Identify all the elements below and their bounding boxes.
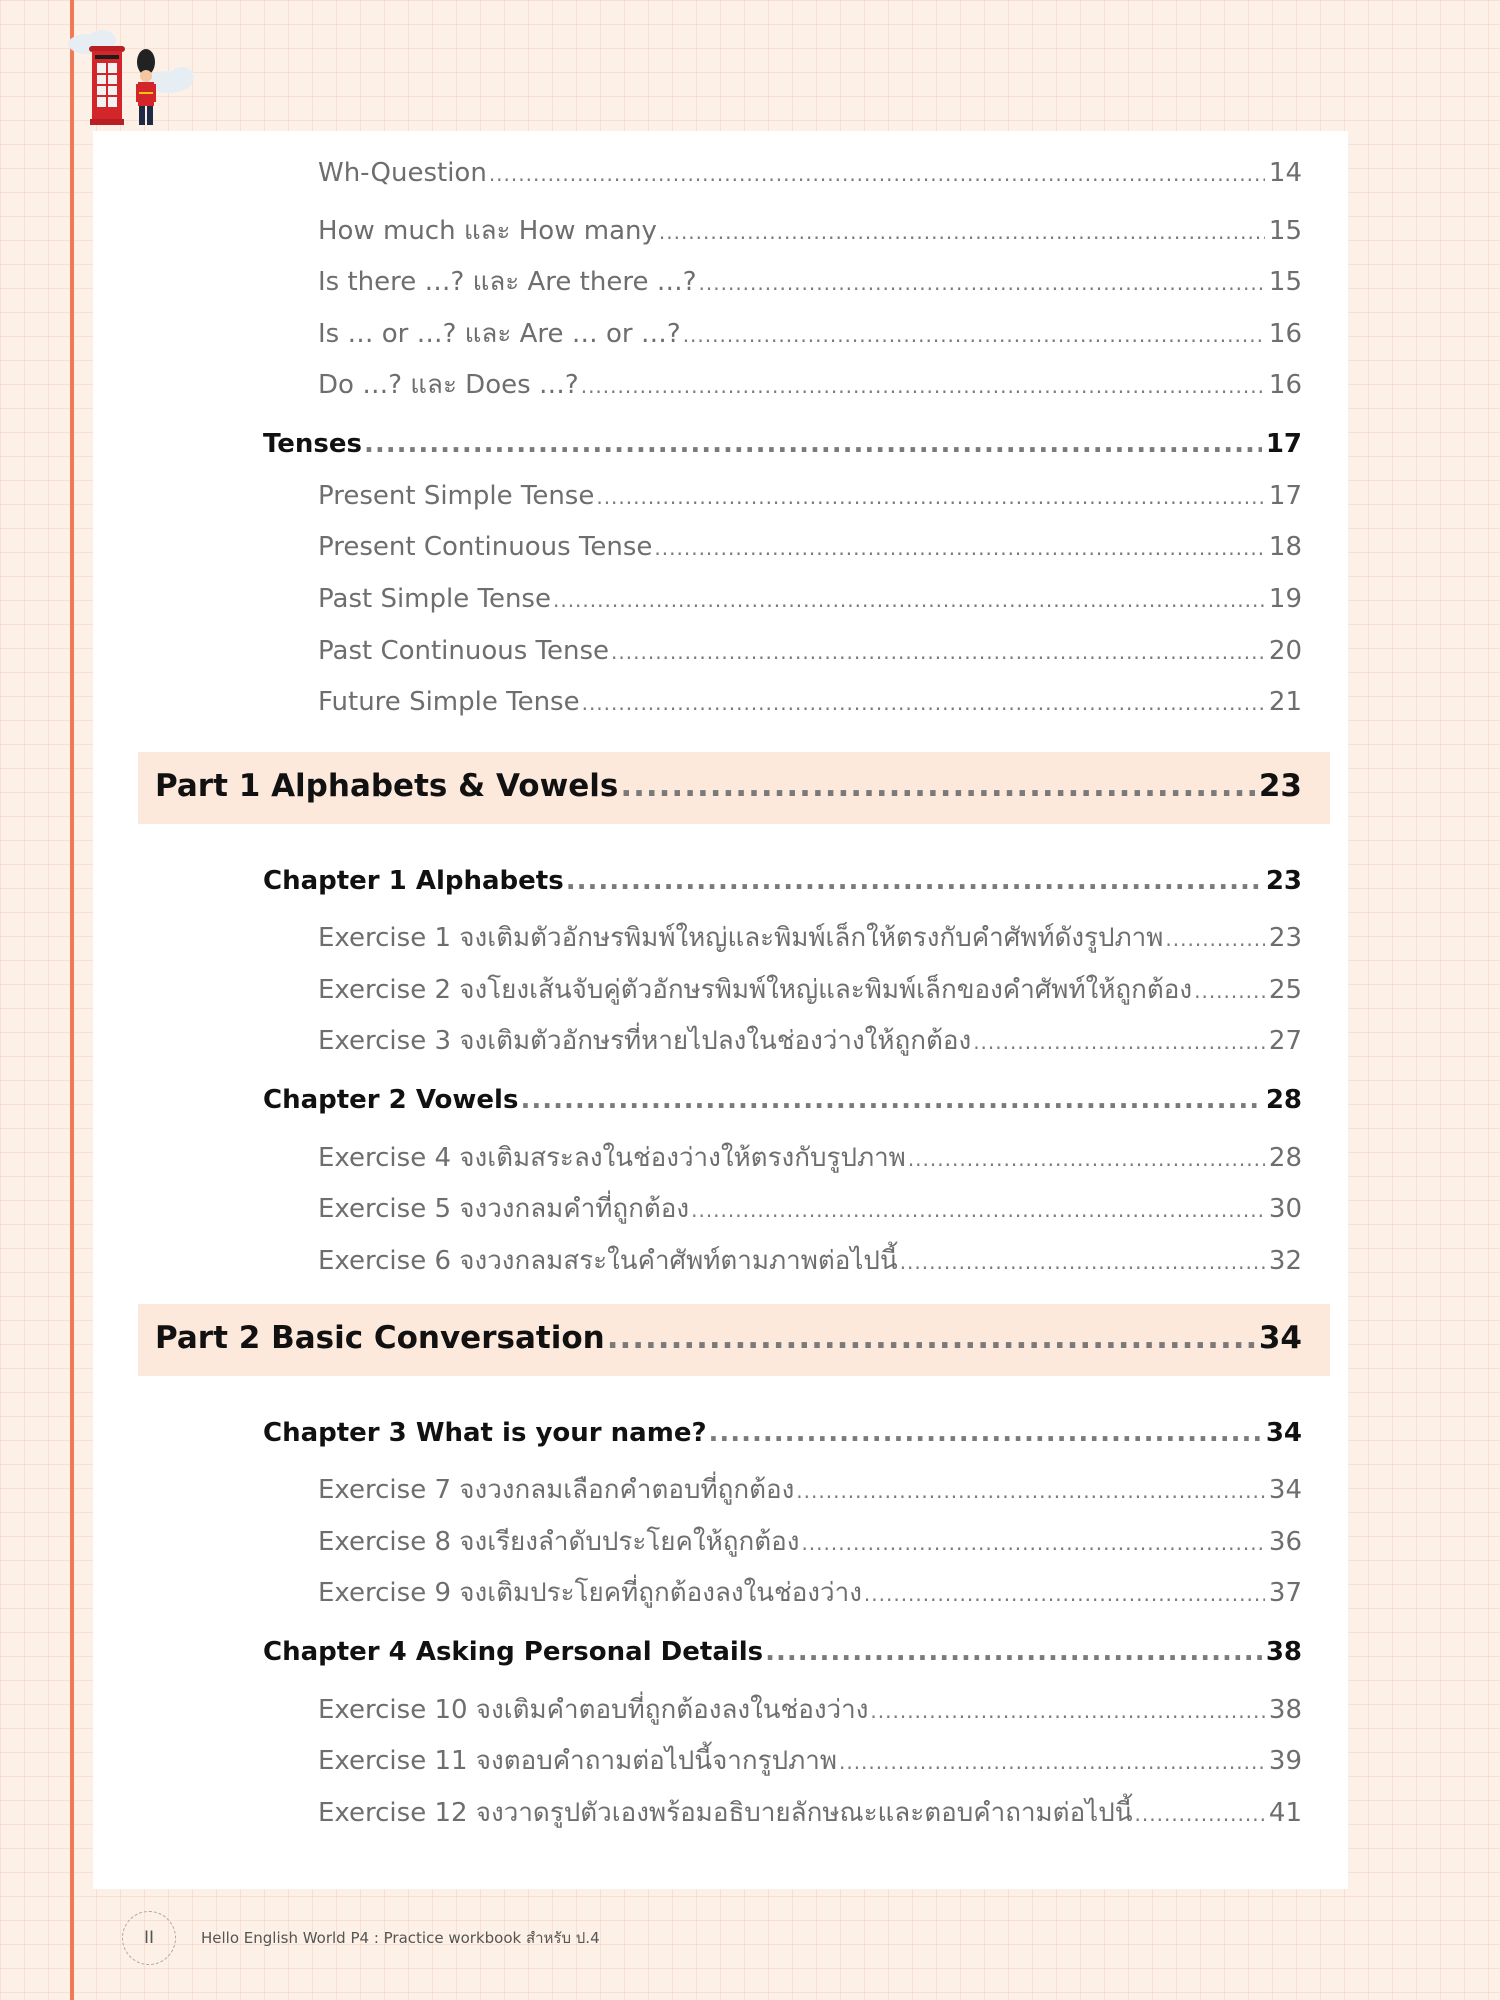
leader-dots [489, 162, 1265, 186]
leader-dots [566, 866, 1262, 896]
toc-section-label: Tenses [263, 429, 363, 459]
toc-entry[interactable] [318, 210, 1302, 251]
toc-entry-label: Past Simple Tense [318, 584, 551, 614]
toc-entry-page: 38 [1268, 1695, 1302, 1725]
toc-entry-label: Exercise 8 จงเรียงลำดับประโยคให้ถูกต้อง [318, 1527, 800, 1557]
leader-dots [796, 1479, 1265, 1503]
toc-entry[interactable] [318, 917, 1302, 958]
leader-dots [699, 271, 1265, 295]
toc-part-label: Part 1 Alphabets & Vowels [155, 768, 619, 804]
toc-part-1[interactable] [155, 768, 1302, 804]
toc-entry-label: Exercise 10 จงเติมคำตอบที่ถูกต้องลงในช่องว่าง [318, 1695, 869, 1725]
toc-entry[interactable] [318, 313, 1302, 354]
toc-entry-page: 21 [1268, 687, 1302, 717]
leader-dots [582, 691, 1265, 715]
toc-entry[interactable] [318, 1689, 1302, 1730]
toc-chapter-2[interactable] [263, 1085, 1302, 1115]
toc-entry-page: 28 [1268, 1143, 1302, 1173]
toc-entry-page: 17 [1268, 481, 1302, 511]
leader-dots [1165, 927, 1265, 951]
leader-dots [801, 1531, 1264, 1555]
toc-chapter-label: Chapter 3 What is your name? [263, 1418, 707, 1448]
toc-entry[interactable] [318, 1521, 1302, 1562]
toc-chapter-label: Chapter 2 Vowels [263, 1085, 519, 1115]
margin-line [70, 0, 74, 2000]
toc-entry[interactable] [318, 481, 1302, 511]
toc-chapter-label: Chapter 1 Alphabets [263, 866, 564, 896]
toc-entry-label: Exercise 7 จงวงกลมเลือกคำตอบที่ถูกต้อง [318, 1475, 795, 1505]
london-phone-booth-and-guard-icon [64, 26, 196, 132]
leader-dots [620, 768, 1255, 804]
leader-dots [611, 640, 1265, 664]
toc-entry-label: How much และ How many [318, 216, 657, 246]
toc-entry[interactable] [318, 1137, 1302, 1178]
toc-entry-label: Wh-Question [318, 158, 487, 188]
leader-dots [553, 588, 1265, 612]
toc-entry-page: 14 [1268, 158, 1302, 188]
toc-entry[interactable] [318, 687, 1302, 717]
toc-entry-label: Exercise 9 จงเติมประโยคที่ถูกต้องลงในช่องว่าง [318, 1578, 862, 1608]
leader-dots [1135, 1802, 1265, 1826]
leader-dots [581, 374, 1265, 398]
toc-section-page: 17 [1265, 429, 1302, 459]
toc-chapter-page: 28 [1265, 1085, 1302, 1115]
toc-entry-page: 18 [1268, 532, 1302, 562]
toc-entry-label: Present Continuous Tense [318, 532, 653, 562]
toc-entry-label: Exercise 4 จงเติมสระลงในช่องว่างให้ตรงกับรูปภาพ [318, 1143, 906, 1173]
leader-dots [900, 1250, 1265, 1274]
toc-part-page: 34 [1258, 1320, 1302, 1356]
toc-entry-page: 39 [1268, 1746, 1302, 1776]
toc-entry[interactable] [318, 532, 1302, 562]
toc-entry-page: 27 [1268, 1026, 1302, 1056]
page-number-badge [122, 1911, 176, 1965]
leader-dots [870, 1699, 1265, 1723]
toc-entry-page: 32 [1268, 1246, 1302, 1276]
page-number: II [143, 1928, 155, 1948]
leader-dots [1194, 979, 1265, 1003]
toc-entry-page: 19 [1268, 584, 1302, 614]
toc-entry-page: 37 [1268, 1578, 1302, 1608]
toc-entry-label: Exercise 5 จงวงกลมคำที่ถูกต้อง [318, 1194, 690, 1224]
leader-dots [654, 536, 1264, 560]
leader-dots [864, 1582, 1265, 1606]
toc-entry[interactable] [318, 1572, 1302, 1613]
toc-entry-label: Past Continuous Tense [318, 636, 610, 666]
toc-entry-label: Is … or …? และ Are … or …? [318, 319, 681, 349]
toc-entry[interactable] [318, 158, 1302, 188]
toc-entry-label: Exercise 11 จงตอบคำถามต่อไปนี้จากรูปภาพ [318, 1746, 837, 1776]
toc-part-page: 23 [1258, 768, 1302, 804]
toc-entry-page: 23 [1268, 923, 1302, 953]
toc-entry[interactable] [318, 364, 1302, 405]
toc-part-label: Part 2 Basic Conversation [155, 1320, 605, 1356]
toc-chapter-label: Chapter 4 Asking Personal Details [263, 1637, 764, 1667]
leader-dots [364, 429, 1262, 459]
leader-dots [596, 485, 1265, 509]
toc-entry[interactable] [318, 1792, 1302, 1833]
toc-entry[interactable] [318, 636, 1302, 666]
toc-entry-page: 34 [1268, 1475, 1302, 1505]
toc-chapter-page: 38 [1265, 1637, 1302, 1667]
toc-entry-label: Exercise 2 จงโยงเส้นจับคู่ตัวอักษรพิมพ์ใหญ่และพิมพ์เล็กของคำศัพท์ให้ถูกต้อง [318, 975, 1193, 1005]
leader-dots [709, 1418, 1262, 1448]
toc-entry[interactable] [318, 584, 1302, 614]
toc-entry-page: 30 [1268, 1194, 1302, 1224]
leader-dots [908, 1147, 1265, 1171]
toc-entry[interactable] [318, 1188, 1302, 1229]
toc-entry[interactable] [318, 1020, 1302, 1061]
leader-dots [607, 1320, 1255, 1356]
toc-entry-label: Exercise 3 จงเติมตัวอักษรที่หายไปลงในช่องว่างให้ถูกต้อง [318, 1026, 972, 1056]
toc-entry-page: 20 [1268, 636, 1302, 666]
toc-entry-label: Present Simple Tense [318, 481, 595, 511]
toc-entry-page: 15 [1268, 267, 1302, 297]
toc-chapter-4[interactable] [263, 1637, 1302, 1667]
leader-dots [659, 220, 1265, 244]
toc-section-tenses[interactable] [263, 429, 1302, 459]
toc-entry-label: Is there …? และ Are there …? [318, 267, 697, 297]
toc-entry[interactable] [318, 1240, 1302, 1281]
toc-chapter-3[interactable] [263, 1418, 1302, 1448]
toc-entry[interactable] [318, 969, 1302, 1010]
toc-entry[interactable] [318, 261, 1302, 302]
toc-chapter-1[interactable] [263, 866, 1302, 896]
toc-entry-label: Exercise 12 จงวาดรูปตัวเองพร้อมอธิบายลักษณะและตอบคำถามต่อไปนี้ [318, 1798, 1133, 1828]
leader-dots [765, 1637, 1262, 1667]
toc-entry[interactable] [318, 1469, 1302, 1510]
toc-entry-label: Do …? และ Does …? [318, 370, 579, 400]
leader-dots [520, 1085, 1261, 1115]
toc-entry-page: 41 [1268, 1798, 1302, 1828]
toc-entry-page: 15 [1268, 216, 1302, 246]
toc-entry-label: Future Simple Tense [318, 687, 580, 717]
toc-part-2[interactable] [155, 1320, 1302, 1356]
toc-entry[interactable] [318, 1740, 1302, 1781]
leader-dots [839, 1750, 1265, 1774]
toc-chapter-page: 23 [1265, 866, 1302, 896]
leader-dots [683, 323, 1265, 347]
footer-book-title: Hello English World P4 : Practice workbook สำหรับ ป.4 [201, 1929, 600, 1947]
toc-entry-page: 25 [1268, 975, 1302, 1005]
toc-entry-page: 16 [1268, 370, 1302, 400]
leader-dots [973, 1030, 1265, 1054]
toc-chapter-page: 34 [1265, 1418, 1302, 1448]
leader-dots [691, 1198, 1265, 1222]
toc-entry-label: Exercise 6 จงวงกลมสระในคำศัพท์ตามภาพต่อไปนี้ [318, 1246, 898, 1276]
toc-entry-page: 36 [1268, 1527, 1302, 1557]
toc-entry-label: Exercise 1 จงเติมตัวอักษรพิมพ์ใหญ่และพิมพ์เล็กให้ตรงกับคำศัพท์ดังรูปภาพ [318, 923, 1164, 953]
toc-entry-page: 16 [1268, 319, 1302, 349]
